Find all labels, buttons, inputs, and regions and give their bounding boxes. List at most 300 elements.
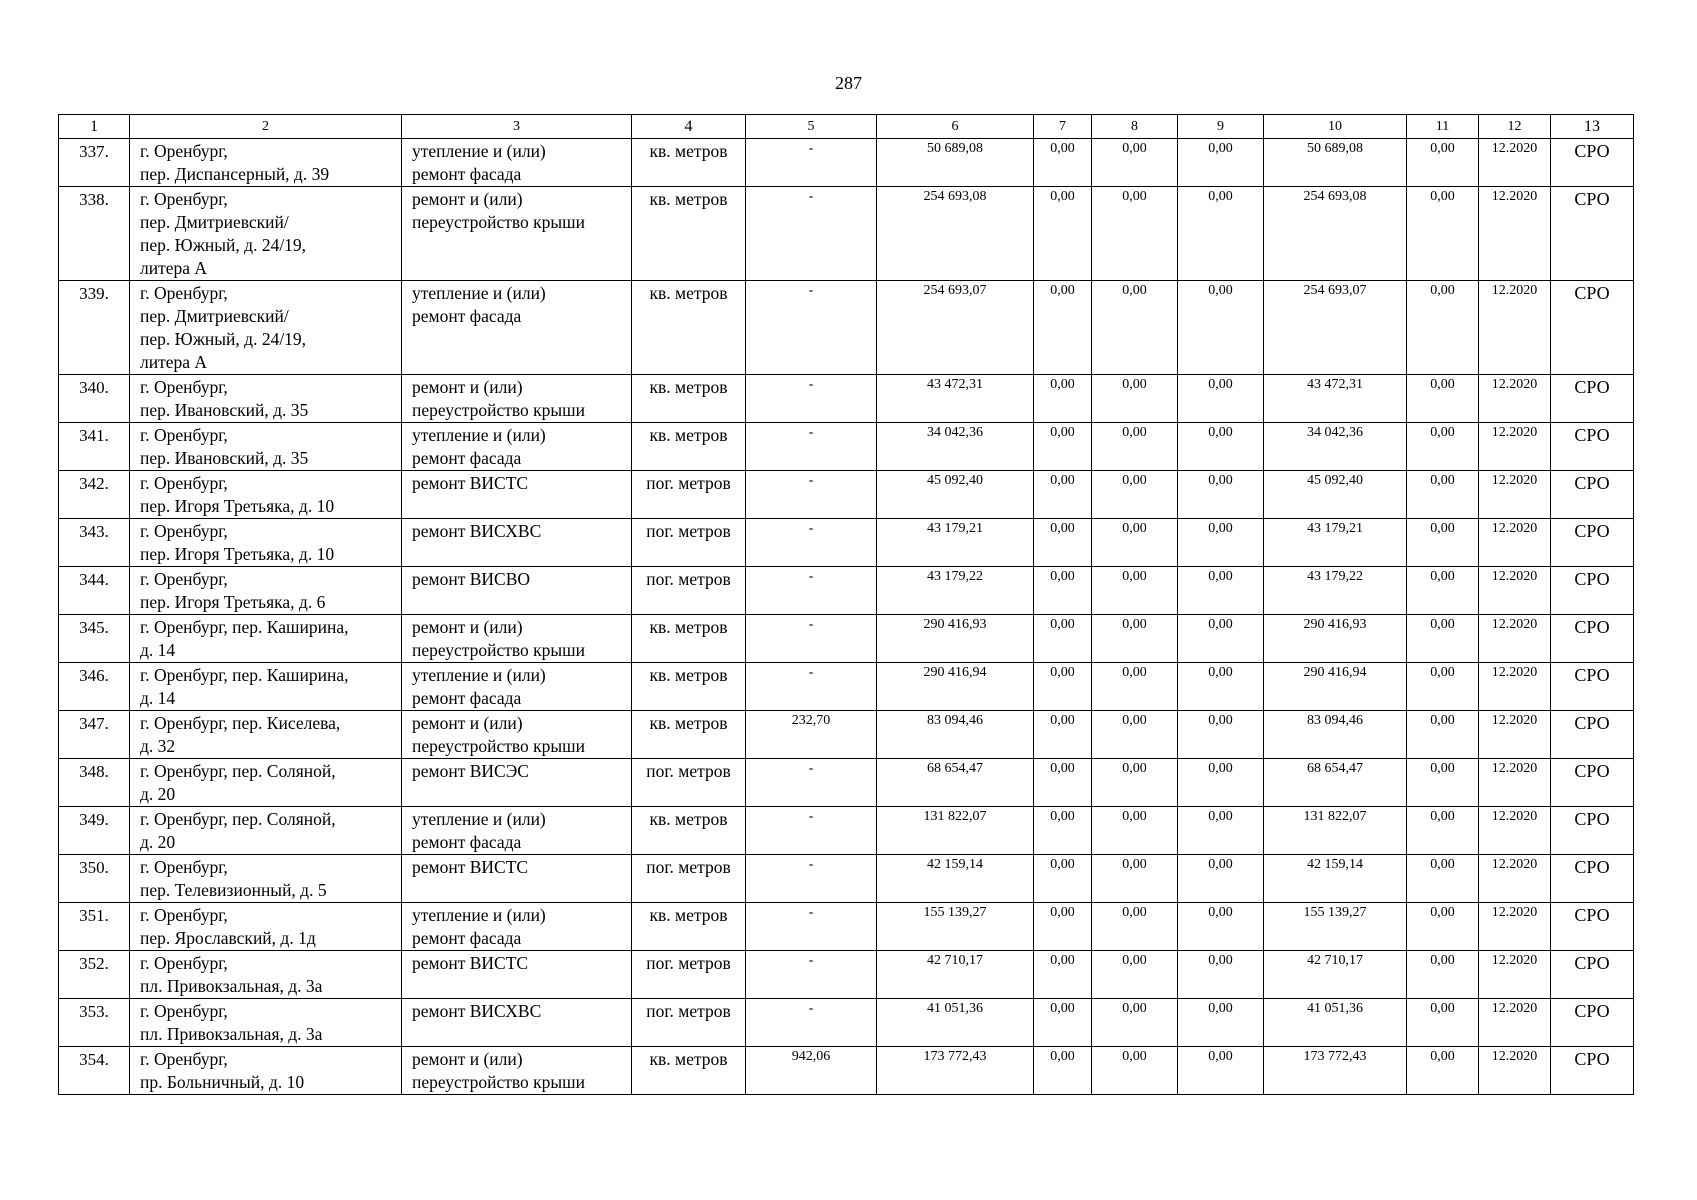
unit-cell: кв. метров [632, 187, 746, 281]
repair-plan-table [58, 114, 1634, 1095]
value-cell-c10: 42 710,17 [1264, 951, 1407, 999]
unit-cell: пог. метров [632, 951, 746, 999]
value-cell-c7: 0,00 [1034, 1047, 1092, 1095]
value-cell-c9: 0,00 [1178, 139, 1264, 187]
value-cell-c6: 290 416,93 [877, 615, 1034, 663]
table-row [59, 139, 1634, 187]
value-cell-c7: 0,00 [1034, 759, 1092, 807]
value-cell-c9: 0,00 [1178, 519, 1264, 567]
address-line: г. Оренбург, пер. Каширина, [140, 617, 349, 637]
value-cell-c12: 12.2020 [1479, 471, 1551, 519]
value-cell-c10: 173 772,43 [1264, 1047, 1407, 1095]
table-body [59, 115, 1634, 1095]
value-cell-c9: 0,00 [1178, 567, 1264, 615]
value-cell-c5: - [746, 519, 877, 567]
address-cell [130, 423, 402, 471]
value-cell-c11: 0,00 [1407, 663, 1479, 711]
address-cell [130, 903, 402, 951]
row-number-cell: 351. [59, 903, 130, 951]
address-line: г. Оренбург, [140, 283, 228, 303]
value-cell-c9: 0,00 [1178, 187, 1264, 281]
unit-cell: пог. метров [632, 855, 746, 903]
work-type-cell [402, 567, 632, 615]
address-line: г. Оренбург, пер. Соляной, [140, 761, 336, 781]
value-cell-c8: 0,00 [1092, 711, 1178, 759]
work-type-cell [402, 999, 632, 1047]
value-cell-c5: - [746, 139, 877, 187]
value-cell-c6: 173 772,43 [877, 1047, 1034, 1095]
address-cell [130, 615, 402, 663]
value-cell-c11: 0,00 [1407, 1047, 1479, 1095]
value-cell-c11: 0,00 [1407, 711, 1479, 759]
work-type-line: утепление и (или) [412, 283, 546, 303]
work-type-cell [402, 471, 632, 519]
address-line: пер. Телевизионный, д. 5 [140, 880, 327, 900]
value-cell-c10: 68 654,47 [1264, 759, 1407, 807]
value-cell-c8: 0,00 [1092, 375, 1178, 423]
value-cell-c12: 12.2020 [1479, 1047, 1551, 1095]
value-cell-c6: 50 689,08 [877, 139, 1034, 187]
address-line: г. Оренбург, [140, 1049, 228, 1069]
table-row [59, 187, 1634, 281]
address-line: пер. Южный, д. 24/19, [140, 329, 307, 349]
table-row [59, 519, 1634, 567]
value-cell-c8: 0,00 [1092, 903, 1178, 951]
work-type-cell [402, 807, 632, 855]
address-line: д. 14 [140, 640, 176, 660]
address-cell [130, 281, 402, 375]
work-type-line: ремонт фасада [412, 448, 522, 468]
value-cell-c11: 0,00 [1407, 759, 1479, 807]
value-cell-c5: - [746, 999, 877, 1047]
unit-cell: пог. метров [632, 999, 746, 1047]
value-cell-c11: 0,00 [1407, 423, 1479, 471]
value-cell-c10: 41 051,36 [1264, 999, 1407, 1047]
value-cell-c8: 0,00 [1092, 807, 1178, 855]
unit-cell: кв. метров [632, 281, 746, 375]
address-line: г. Оренбург, [140, 377, 228, 397]
work-type-line: ремонт фасада [412, 164, 522, 184]
address-cell [130, 663, 402, 711]
work-type-line: ремонт ВИСТС [412, 473, 529, 493]
address-line: пл. Привокзальная, д. 3а [140, 976, 323, 996]
work-type-line: переустройство крыши [412, 212, 585, 232]
value-cell-c5: - [746, 759, 877, 807]
contractor-cell: СРО [1551, 139, 1634, 187]
value-cell-c12: 12.2020 [1479, 375, 1551, 423]
row-number-cell: 343. [59, 519, 130, 567]
value-cell-c7: 0,00 [1034, 471, 1092, 519]
value-cell-c8: 0,00 [1092, 999, 1178, 1047]
address-line: пл. Привокзальная, д. 3а [140, 1024, 323, 1044]
value-cell-c12: 12.2020 [1479, 187, 1551, 281]
value-cell-c8: 0,00 [1092, 759, 1178, 807]
address-cell [130, 519, 402, 567]
address-line: д. 20 [140, 784, 176, 804]
work-type-line: ремонт ВИСХВС [412, 521, 542, 541]
value-cell-c12: 12.2020 [1479, 519, 1551, 567]
unit-cell: пог. метров [632, 567, 746, 615]
value-cell-c6: 131 822,07 [877, 807, 1034, 855]
work-type-line: ремонт ВИСТС [412, 857, 529, 877]
value-cell-c12: 12.2020 [1479, 567, 1551, 615]
table-row [59, 903, 1634, 951]
column-number-header: 11 [1407, 115, 1479, 139]
work-type-line: переустройство крыши [412, 736, 585, 756]
value-cell-c8: 0,00 [1092, 663, 1178, 711]
work-type-cell [402, 903, 632, 951]
row-number-cell: 338. [59, 187, 130, 281]
address-line: г. Оренбург, [140, 473, 228, 493]
contractor-cell: СРО [1551, 759, 1634, 807]
row-number-cell: 354. [59, 1047, 130, 1095]
unit-cell: кв. метров [632, 1047, 746, 1095]
contractor-cell: СРО [1551, 951, 1634, 999]
value-cell-c8: 0,00 [1092, 423, 1178, 471]
address-line: г. Оренбург, [140, 425, 228, 445]
value-cell-c7: 0,00 [1034, 519, 1092, 567]
value-cell-c11: 0,00 [1407, 615, 1479, 663]
value-cell-c11: 0,00 [1407, 281, 1479, 375]
work-type-line: ремонт и (или) [412, 189, 523, 209]
address-line: пер. Игоря Третьяка, д. 10 [140, 496, 335, 516]
value-cell-c10: 34 042,36 [1264, 423, 1407, 471]
address-line: пер. Дмитриевский/ [140, 306, 289, 326]
work-type-line: ремонт ВИСЭС [412, 761, 529, 781]
table-row [59, 711, 1634, 759]
work-type-line: ремонт ВИСТС [412, 953, 529, 973]
column-number-header: 9 [1178, 115, 1264, 139]
work-type-line: переустройство крыши [412, 400, 585, 420]
column-number-header: 2 [130, 115, 402, 139]
contractor-cell: СРО [1551, 375, 1634, 423]
address-cell [130, 999, 402, 1047]
address-line: г. Оренбург, пер. Киселева, [140, 713, 341, 733]
value-cell-c7: 0,00 [1034, 855, 1092, 903]
value-cell-c7: 0,00 [1034, 615, 1092, 663]
value-cell-c10: 43 179,21 [1264, 519, 1407, 567]
row-number-cell: 350. [59, 855, 130, 903]
value-cell-c5: - [746, 567, 877, 615]
work-type-cell [402, 855, 632, 903]
value-cell-c9: 0,00 [1178, 375, 1264, 423]
value-cell-c8: 0,00 [1092, 855, 1178, 903]
value-cell-c9: 0,00 [1178, 855, 1264, 903]
value-cell-c7: 0,00 [1034, 139, 1092, 187]
work-type-cell [402, 375, 632, 423]
value-cell-c6: 43 179,21 [877, 519, 1034, 567]
value-cell-c12: 12.2020 [1479, 951, 1551, 999]
row-number-cell: 345. [59, 615, 130, 663]
value-cell-c5: - [746, 663, 877, 711]
unit-cell: кв. метров [632, 139, 746, 187]
value-cell-c11: 0,00 [1407, 807, 1479, 855]
value-cell-c8: 0,00 [1092, 615, 1178, 663]
work-type-line: ремонт ВИСВО [412, 569, 531, 589]
address-line: д. 20 [140, 832, 176, 852]
value-cell-c9: 0,00 [1178, 951, 1264, 999]
contractor-cell: СРО [1551, 423, 1634, 471]
address-line: литера А [140, 352, 208, 372]
address-line: д. 32 [140, 736, 176, 756]
work-type-line: ремонт фасада [412, 928, 522, 948]
work-type-line: утепление и (или) [412, 425, 546, 445]
address-line: г. Оренбург, пер. Соляной, [140, 809, 336, 829]
address-line: пер. Ивановский, д. 35 [140, 448, 309, 468]
value-cell-c6: 155 139,27 [877, 903, 1034, 951]
contractor-cell: СРО [1551, 807, 1634, 855]
work-type-line: переустройство крыши [412, 1072, 585, 1092]
work-type-line: ремонт и (или) [412, 1049, 523, 1069]
unit-cell: кв. метров [632, 711, 746, 759]
value-cell-c5: - [746, 423, 877, 471]
column-number-header: 7 [1034, 115, 1092, 139]
work-type-line: ремонт и (или) [412, 377, 523, 397]
work-type-line: ремонт и (или) [412, 713, 523, 733]
address-line: пер. Игоря Третьяка, д. 6 [140, 592, 326, 612]
value-cell-c7: 0,00 [1034, 999, 1092, 1047]
table-row [59, 471, 1634, 519]
value-cell-c6: 83 094,46 [877, 711, 1034, 759]
address-line: г. Оренбург, [140, 1001, 228, 1021]
value-cell-c9: 0,00 [1178, 759, 1264, 807]
value-cell-c5: - [746, 375, 877, 423]
value-cell-c5: - [746, 615, 877, 663]
address-line: пер. Игоря Третьяка, д. 10 [140, 544, 335, 564]
address-line: пер. Диспансерный, д. 39 [140, 164, 330, 184]
value-cell-c11: 0,00 [1407, 187, 1479, 281]
value-cell-c9: 0,00 [1178, 471, 1264, 519]
value-cell-c6: 68 654,47 [877, 759, 1034, 807]
work-type-line: утепление и (или) [412, 665, 546, 685]
contractor-cell: СРО [1551, 281, 1634, 375]
work-type-line: утепление и (или) [412, 809, 546, 829]
value-cell-c11: 0,00 [1407, 519, 1479, 567]
contractor-cell: СРО [1551, 187, 1634, 281]
row-number-cell: 337. [59, 139, 130, 187]
value-cell-c9: 0,00 [1178, 423, 1264, 471]
unit-cell: пог. метров [632, 519, 746, 567]
value-cell-c10: 290 416,93 [1264, 615, 1407, 663]
value-cell-c5: 232,70 [746, 711, 877, 759]
work-type-line: ремонт фасада [412, 688, 522, 708]
address-line: пер. Дмитриевский/ [140, 212, 289, 232]
column-number-header: 13 [1551, 115, 1634, 139]
value-cell-c8: 0,00 [1092, 567, 1178, 615]
value-cell-c6: 43 472,31 [877, 375, 1034, 423]
row-number-cell: 348. [59, 759, 130, 807]
work-type-cell [402, 281, 632, 375]
value-cell-c11: 0,00 [1407, 139, 1479, 187]
value-cell-c5: - [746, 951, 877, 999]
work-type-cell [402, 187, 632, 281]
column-number-header: 10 [1264, 115, 1407, 139]
work-type-line: ремонт и (или) [412, 617, 523, 637]
unit-cell: кв. метров [632, 903, 746, 951]
address-cell [130, 187, 402, 281]
work-type-cell [402, 951, 632, 999]
row-number-cell: 352. [59, 951, 130, 999]
contractor-cell: СРО [1551, 903, 1634, 951]
column-number-header: 8 [1092, 115, 1178, 139]
value-cell-c12: 12.2020 [1479, 615, 1551, 663]
row-number-cell: 342. [59, 471, 130, 519]
unit-cell: кв. метров [632, 807, 746, 855]
table-row [59, 281, 1634, 375]
address-cell [130, 807, 402, 855]
value-cell-c9: 0,00 [1178, 663, 1264, 711]
column-number-header: 3 [402, 115, 632, 139]
value-cell-c7: 0,00 [1034, 423, 1092, 471]
value-cell-c12: 12.2020 [1479, 281, 1551, 375]
address-line: г. Оренбург, [140, 905, 228, 925]
work-type-line: ремонт фасада [412, 832, 522, 852]
table-row [59, 951, 1634, 999]
value-cell-c12: 12.2020 [1479, 423, 1551, 471]
unit-cell: кв. метров [632, 663, 746, 711]
value-cell-c10: 43 179,22 [1264, 567, 1407, 615]
value-cell-c5: - [746, 281, 877, 375]
unit-cell: пог. метров [632, 759, 746, 807]
work-type-cell [402, 423, 632, 471]
work-type-cell [402, 711, 632, 759]
work-type-cell [402, 759, 632, 807]
column-number-header-row [59, 115, 1634, 139]
value-cell-c11: 0,00 [1407, 567, 1479, 615]
column-number-header: 5 [746, 115, 877, 139]
address-line: пер. Ярославский, д. 1д [140, 928, 316, 948]
value-cell-c10: 254 693,08 [1264, 187, 1407, 281]
value-cell-c10: 43 472,31 [1264, 375, 1407, 423]
value-cell-c12: 12.2020 [1479, 663, 1551, 711]
address-cell [130, 471, 402, 519]
address-cell [130, 139, 402, 187]
row-number-cell: 339. [59, 281, 130, 375]
table-row [59, 855, 1634, 903]
contractor-cell: СРО [1551, 855, 1634, 903]
contractor-cell: СРО [1551, 519, 1634, 567]
value-cell-c12: 12.2020 [1479, 711, 1551, 759]
address-line: г. Оренбург, [140, 189, 228, 209]
value-cell-c9: 0,00 [1178, 999, 1264, 1047]
address-cell [130, 567, 402, 615]
work-type-cell [402, 139, 632, 187]
table-row [59, 1047, 1634, 1095]
row-number-cell: 340. [59, 375, 130, 423]
value-cell-c6: 290 416,94 [877, 663, 1034, 711]
page-number: 287 [835, 73, 862, 93]
table-row [59, 615, 1634, 663]
value-cell-c6: 45 092,40 [877, 471, 1034, 519]
value-cell-c8: 0,00 [1092, 187, 1178, 281]
value-cell-c7: 0,00 [1034, 187, 1092, 281]
value-cell-c8: 0,00 [1092, 519, 1178, 567]
value-cell-c10: 50 689,08 [1264, 139, 1407, 187]
work-type-cell [402, 663, 632, 711]
row-number-cell: 347. [59, 711, 130, 759]
value-cell-c12: 12.2020 [1479, 759, 1551, 807]
value-cell-c9: 0,00 [1178, 807, 1264, 855]
value-cell-c6: 42 710,17 [877, 951, 1034, 999]
column-number-header: 12 [1479, 115, 1551, 139]
work-type-cell [402, 615, 632, 663]
column-number-header: 1 [59, 115, 130, 139]
contractor-cell: СРО [1551, 615, 1634, 663]
row-number-cell: 346. [59, 663, 130, 711]
value-cell-c7: 0,00 [1034, 567, 1092, 615]
value-cell-c7: 0,00 [1034, 807, 1092, 855]
value-cell-c8: 0,00 [1092, 471, 1178, 519]
value-cell-c10: 254 693,07 [1264, 281, 1407, 375]
table-row [59, 567, 1634, 615]
value-cell-c7: 0,00 [1034, 903, 1092, 951]
address-line: г. Оренбург, [140, 569, 228, 589]
value-cell-c7: 0,00 [1034, 711, 1092, 759]
value-cell-c5: - [746, 187, 877, 281]
unit-cell: кв. метров [632, 615, 746, 663]
value-cell-c8: 0,00 [1092, 139, 1178, 187]
address-cell [130, 711, 402, 759]
value-cell-c10: 42 159,14 [1264, 855, 1407, 903]
work-type-line: утепление и (или) [412, 905, 546, 925]
value-cell-c12: 12.2020 [1479, 903, 1551, 951]
address-cell [130, 951, 402, 999]
value-cell-c9: 0,00 [1178, 281, 1264, 375]
row-number-cell: 353. [59, 999, 130, 1047]
address-cell [130, 375, 402, 423]
column-number-header: 4 [632, 115, 746, 139]
table-row [59, 423, 1634, 471]
value-cell-c8: 0,00 [1092, 281, 1178, 375]
value-cell-c5: - [746, 471, 877, 519]
value-cell-c9: 0,00 [1178, 903, 1264, 951]
value-cell-c6: 43 179,22 [877, 567, 1034, 615]
value-cell-c10: 155 139,27 [1264, 903, 1407, 951]
address-cell [130, 855, 402, 903]
contractor-cell: СРО [1551, 1047, 1634, 1095]
contractor-cell: СРО [1551, 711, 1634, 759]
value-cell-c12: 12.2020 [1479, 855, 1551, 903]
value-cell-c5: 942,06 [746, 1047, 877, 1095]
value-cell-c6: 254 693,07 [877, 281, 1034, 375]
column-number-header: 6 [877, 115, 1034, 139]
table-row [59, 759, 1634, 807]
address-line: г. Оренбург, [140, 953, 228, 973]
value-cell-c10: 290 416,94 [1264, 663, 1407, 711]
unit-cell: кв. метров [632, 423, 746, 471]
address-line: г. Оренбург, пер. Каширина, [140, 665, 349, 685]
table-row [59, 999, 1634, 1047]
address-line: г. Оренбург, [140, 857, 228, 877]
row-number-cell: 341. [59, 423, 130, 471]
contractor-cell: СРО [1551, 567, 1634, 615]
value-cell-c10: 83 094,46 [1264, 711, 1407, 759]
value-cell-c5: - [746, 807, 877, 855]
value-cell-c11: 0,00 [1407, 903, 1479, 951]
value-cell-c12: 12.2020 [1479, 999, 1551, 1047]
value-cell-c10: 45 092,40 [1264, 471, 1407, 519]
work-type-line: ремонт ВИСХВС [412, 1001, 542, 1021]
value-cell-c11: 0,00 [1407, 951, 1479, 999]
value-cell-c5: - [746, 903, 877, 951]
value-cell-c6: 34 042,36 [877, 423, 1034, 471]
contractor-cell: СРО [1551, 663, 1634, 711]
table-row [59, 663, 1634, 711]
table-row [59, 375, 1634, 423]
work-type-line: утепление и (или) [412, 141, 546, 161]
value-cell-c12: 12.2020 [1479, 807, 1551, 855]
value-cell-c11: 0,00 [1407, 999, 1479, 1047]
